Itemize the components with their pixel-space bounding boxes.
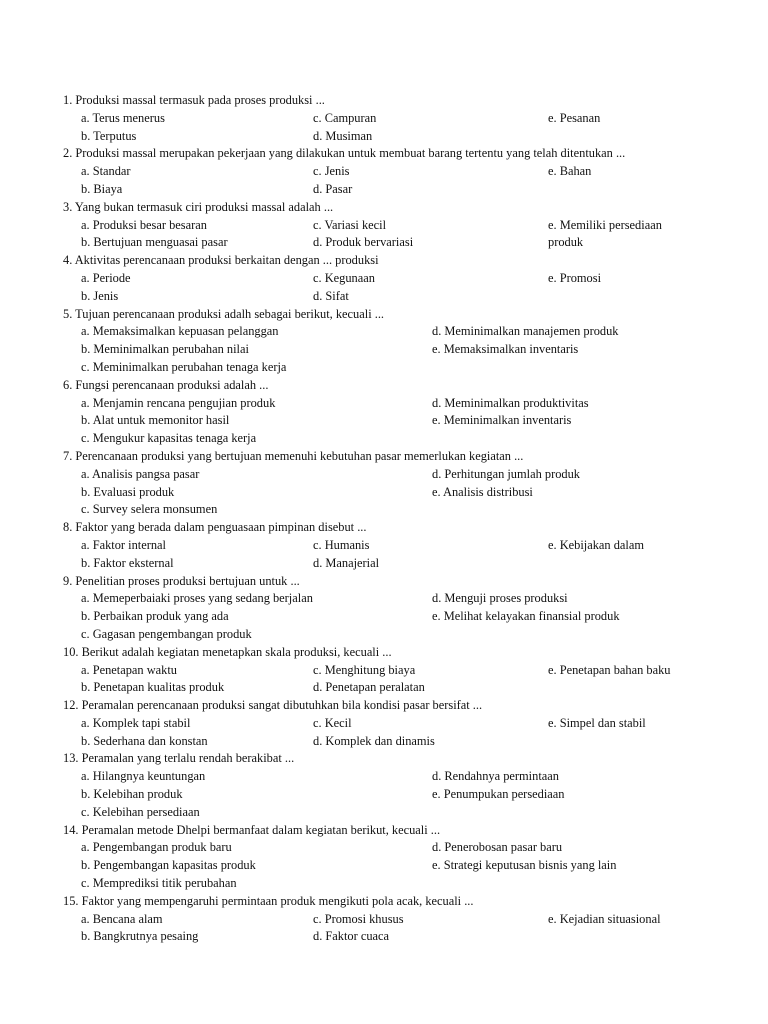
question-line [63, 92, 753, 110]
question-line [63, 252, 753, 270]
option-row [63, 110, 753, 128]
question-text: 13. Peramalan yang terlalu rendah berakibat ... [63, 751, 295, 766]
option-row [63, 537, 753, 555]
answer-option: b. Evaluasi produk [81, 484, 175, 499]
question-line [63, 644, 753, 662]
answer-option: d. Pasar [313, 181, 353, 196]
question-item [63, 92, 753, 145]
option-row [63, 928, 753, 946]
question-item [63, 822, 753, 893]
answer-option: c. Gagasan pengembangan produk [81, 626, 252, 641]
question-item [63, 644, 753, 697]
answer-option: d. Sifat [313, 288, 349, 303]
option-row [63, 181, 753, 199]
question-item [63, 199, 753, 252]
question-text: 2. Produksi massal merupakan pekerjaan yang dilakukan untuk membuat barang tertentu yang telah ditentukan ... [63, 146, 626, 161]
question-item [63, 519, 753, 572]
answer-option: e. Kebijakan dalam [548, 537, 644, 552]
option-row [63, 484, 753, 502]
answer-option: e. Melihat kelayakan finansial produk [432, 609, 620, 624]
option-row [63, 804, 753, 822]
option-row [63, 359, 753, 377]
answer-option: c. Promosi khusus [313, 911, 404, 926]
question-item [63, 377, 753, 448]
option-row [63, 715, 753, 733]
answer-option: e. Simpel dan stabil [548, 715, 646, 730]
option-row [63, 733, 753, 751]
answer-option: c. Campuran [313, 110, 377, 125]
answer-option: e. Pesanan [548, 110, 601, 125]
answer-option: c. Jenis [313, 164, 350, 179]
answer-option: b. Pengembangan kapasitas produk [81, 858, 256, 873]
answer-option: b. Faktor eksternal [81, 555, 174, 570]
option-row [63, 341, 753, 359]
answer-option: a. Penetapan waktu [81, 662, 177, 677]
option-row [63, 875, 753, 893]
option-row [63, 163, 753, 181]
question-item [63, 448, 753, 519]
option-row [63, 768, 753, 786]
answer-option: b. Sederhana dan konstan [81, 733, 208, 748]
answer-option: a. Periode [81, 270, 131, 285]
question-item [63, 697, 753, 750]
answer-option: e. Penetapan bahan baku [548, 662, 671, 677]
question-line [63, 822, 753, 840]
option-row [63, 911, 753, 929]
answer-option: b. Alat untuk memonitor hasil [81, 413, 230, 428]
answer-option: c. Variasi kecil [313, 217, 387, 232]
answer-option: d. Manajerial [313, 555, 380, 570]
answer-option: c. Kecil [313, 715, 352, 730]
option-row [63, 270, 753, 288]
answer-option: e. Memiliki persediaan [548, 217, 662, 232]
option-row [63, 288, 753, 306]
answer-option: a. Hilangnya keuntungan [81, 769, 206, 784]
question-line [63, 448, 753, 466]
answer-option: a. Terus menerus [81, 110, 165, 125]
answer-option: e. Penumpukan persediaan [432, 787, 565, 802]
answer-option: b. Biaya [81, 181, 123, 196]
answer-option: d. Menguji proses produksi [432, 591, 568, 606]
question-text: 3. Yang bukan termasuk ciri produksi massal adalah ... [63, 199, 334, 214]
answer-option: a. Komplek tapi stabil [81, 715, 191, 730]
answer-option: b. Kelebihan produk [81, 787, 183, 802]
answer-option: d. Penetapan peralatan [313, 680, 425, 695]
question-line [63, 573, 753, 591]
option-row [63, 234, 753, 252]
answer-option: b. Meminimalkan perubahan nilai [81, 342, 249, 357]
answer-option: d. Komplek dan dinamis [313, 733, 435, 748]
answer-option: c. Memprediksi titik perubahan [81, 876, 237, 891]
question-item [63, 145, 753, 198]
answer-option: c. Kelebihan persediaan [81, 804, 200, 819]
option-row [63, 217, 753, 235]
question-line [63, 145, 753, 163]
answer-option: c. Humanis [313, 537, 370, 552]
answer-option: c. Kegunaan [313, 270, 375, 285]
answer-option: a. Menjamin rencana pengujian produk [81, 395, 276, 410]
answer-option: d. Faktor cuaca [313, 929, 390, 944]
question-text: 12. Peramalan perencanaan produksi sangat dibutuhkan bila kondisi pasar bersifat ... [63, 698, 483, 713]
option-row [63, 679, 753, 697]
question-item [63, 750, 753, 821]
answer-option: a. Faktor internal [81, 537, 166, 552]
answer-option: a. Memaksimalkan kepuasan pelanggan [81, 324, 279, 339]
question-line [63, 750, 753, 768]
question-text: 7. Perencanaan produksi yang bertujuan memenuhi kebutuhan pasar memerlukan kegiatan ... [63, 448, 524, 463]
question-text: 15. Faktor yang mempengaruhi permintaan produk mengikuti pola acak, kecuali ... [63, 893, 474, 908]
question-item [63, 252, 753, 305]
question-list [63, 92, 753, 946]
question-item [63, 306, 753, 377]
answer-option: c. Menghitung biaya [313, 662, 416, 677]
option-row [63, 662, 753, 680]
answer-option: b. Jenis [81, 288, 119, 303]
answer-option: produk [548, 235, 584, 250]
option-row [63, 395, 753, 413]
answer-option: b. Bertujuan menguasai pasar [81, 235, 228, 250]
question-text: 9. Penelitian proses produksi bertujuan untuk ... [63, 573, 300, 588]
answer-option: e. Bahan [548, 164, 592, 179]
answer-option: c. Mengukur kapasitas tenaga kerja [81, 431, 257, 446]
answer-option: c. Survey selera monsumen [81, 502, 218, 517]
option-row [63, 555, 753, 573]
option-row [63, 501, 753, 519]
option-row [63, 323, 753, 341]
option-row [63, 857, 753, 875]
question-text: 5. Tujuan perencanaan produksi adalh sebagai berikut, kecuali ... [63, 306, 385, 321]
question-line [63, 519, 753, 537]
answer-option: e. Analisis distribusi [432, 484, 533, 499]
answer-option: a. Standar [81, 164, 131, 179]
question-text: 10. Berikut adalah kegiatan menetapkan skala produksi, kecuali ... [63, 644, 392, 659]
option-row [63, 430, 753, 448]
answer-option: a. Bencana alam [81, 911, 163, 926]
answer-option: d. Meminimalkan produktivitas [432, 395, 589, 410]
option-row [63, 590, 753, 608]
option-row [63, 128, 753, 146]
answer-option: d. Penerobosan pasar baru [432, 840, 563, 855]
answer-option: e. Memaksimalkan inventaris [432, 342, 579, 357]
question-line [63, 306, 753, 324]
answer-option: c. Meminimalkan perubahan tenaga kerja [81, 359, 287, 374]
answer-option: d. Musiman [313, 128, 373, 143]
option-row [63, 466, 753, 484]
answer-option: d. Perhitungan jumlah produk [432, 466, 580, 481]
option-row [63, 608, 753, 626]
answer-option: e. Kejadian situasional [548, 911, 661, 926]
answer-option: b. Terputus [81, 128, 137, 143]
option-row [63, 839, 753, 857]
question-line [63, 893, 753, 911]
answer-option: a. Memeperbaiaki proses yang sedang berjalan [81, 591, 313, 606]
answer-option: b. Perbaikan produk yang ada [81, 609, 229, 624]
answer-option: b. Bangkrutnya pesaing [81, 929, 199, 944]
answer-option: e. Promosi [548, 270, 602, 285]
option-row [63, 626, 753, 644]
question-text: 14. Peramalan metode Dhelpi bermanfaat dalam kegiatan berikut, kecuali ... [63, 822, 441, 837]
question-text: 8. Faktor yang berada dalam penguasaan pimpinan disebut ... [63, 520, 367, 535]
answer-option: d. Rendahnya permintaan [432, 769, 559, 784]
question-text: 1. Produksi massal termasuk pada proses produksi ... [63, 93, 325, 107]
question-line [63, 199, 753, 217]
question-item [63, 893, 753, 946]
answer-option: d. Produk bervariasi [313, 235, 414, 250]
option-row [63, 412, 753, 430]
answer-option: e. Meminimalkan inventaris [432, 413, 572, 428]
option-row [63, 786, 753, 804]
answer-option: a. Pengembangan produk baru [81, 840, 232, 855]
question-item [63, 573, 753, 644]
answer-option: b. Penetapan kualitas produk [81, 680, 225, 695]
answer-option: a. Produksi besar besaran [81, 217, 207, 232]
answer-option: d. Meminimalkan manajemen produk [432, 324, 619, 339]
answer-option: a. Analisis pangsa pasar [81, 466, 200, 481]
question-text: 4. Aktivitas perencanaan produksi berkaitan dengan ... produksi [63, 253, 379, 268]
question-line [63, 377, 753, 395]
question-text: 6. Fungsi perencanaan produksi adalah ... [63, 377, 269, 392]
question-line [63, 697, 753, 715]
answer-option: e. Strategi keputusan bisnis yang lain [432, 858, 617, 873]
